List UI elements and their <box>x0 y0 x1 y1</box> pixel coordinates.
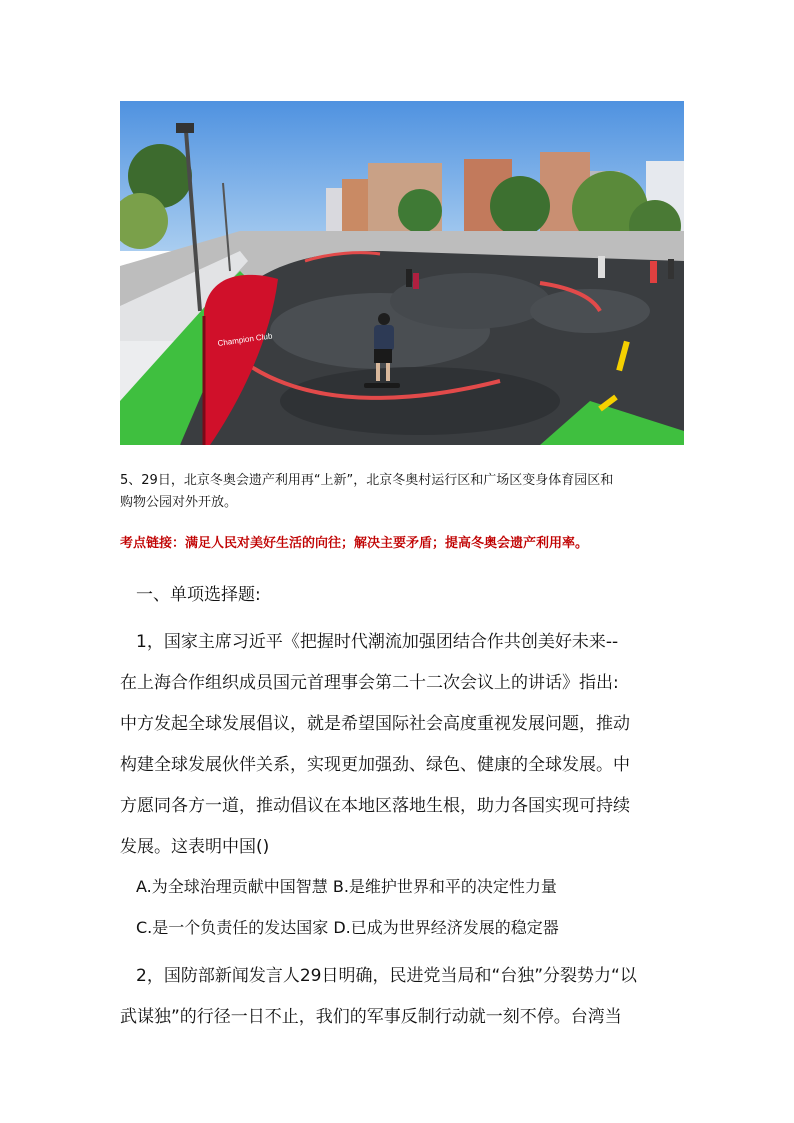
flag-text: Champion Club <box>217 331 273 348</box>
exam-hint: 考点链接：满足人民对美好生活的向往；解决主要矛盾；提高冬奥会遗产利用率。 <box>120 536 589 551</box>
question-1-options-ab: A.为全球治理贡献中国智慧 B.是维护世界和平的决定性力量 <box>136 877 557 896</box>
section-title: 一、单项选择题: <box>136 585 261 605</box>
question-1-line: 在上海合作组织成员国元首理事会第二十二次会议上的讲话》指出: <box>120 673 619 693</box>
question-2-line: 2，国防部新闻发言人29日明确，民进党当局和“台独”分裂势力“以 <box>136 966 637 986</box>
question-1-line: 1，国家主席习近平《把握时代潮流加强团结合作共创美好未来-- <box>136 632 619 652</box>
question-2-line: 武谋独”的行径一日不止，我们的军事反制行动就一刻不停。台湾当 <box>120 1007 622 1027</box>
question-1 <box>120 622 680 868</box>
question-1-options-cd: C.是一个负责任的发达国家 D.已成为世界经济发展的稳定器 <box>136 918 559 937</box>
question-1-line: 方愿同各方一道，推动倡议在本地区落地生根，助力各国实现可持续 <box>120 796 630 816</box>
caption-line-1: 5、29日，北京冬奥会遗产利用再“上新”，北京冬奥村运行区和广场区变身体育园区和 <box>120 473 614 488</box>
question-2 <box>120 956 680 1038</box>
question-1-line: 中方发起全球发展倡议，就是希望国际社会高度重视发展问题，推动 <box>120 714 630 734</box>
caption-line-2: 购物公园对外开放。 <box>120 495 238 510</box>
pumptrack-photo <box>120 101 684 445</box>
question-1-line: 发展。这表明中国() <box>120 837 270 857</box>
question-1-line: 构建全球发展伙伴关系，实现更加强劲、绿色、健康的全球发展。中 <box>120 755 630 775</box>
news-caption <box>120 470 680 514</box>
